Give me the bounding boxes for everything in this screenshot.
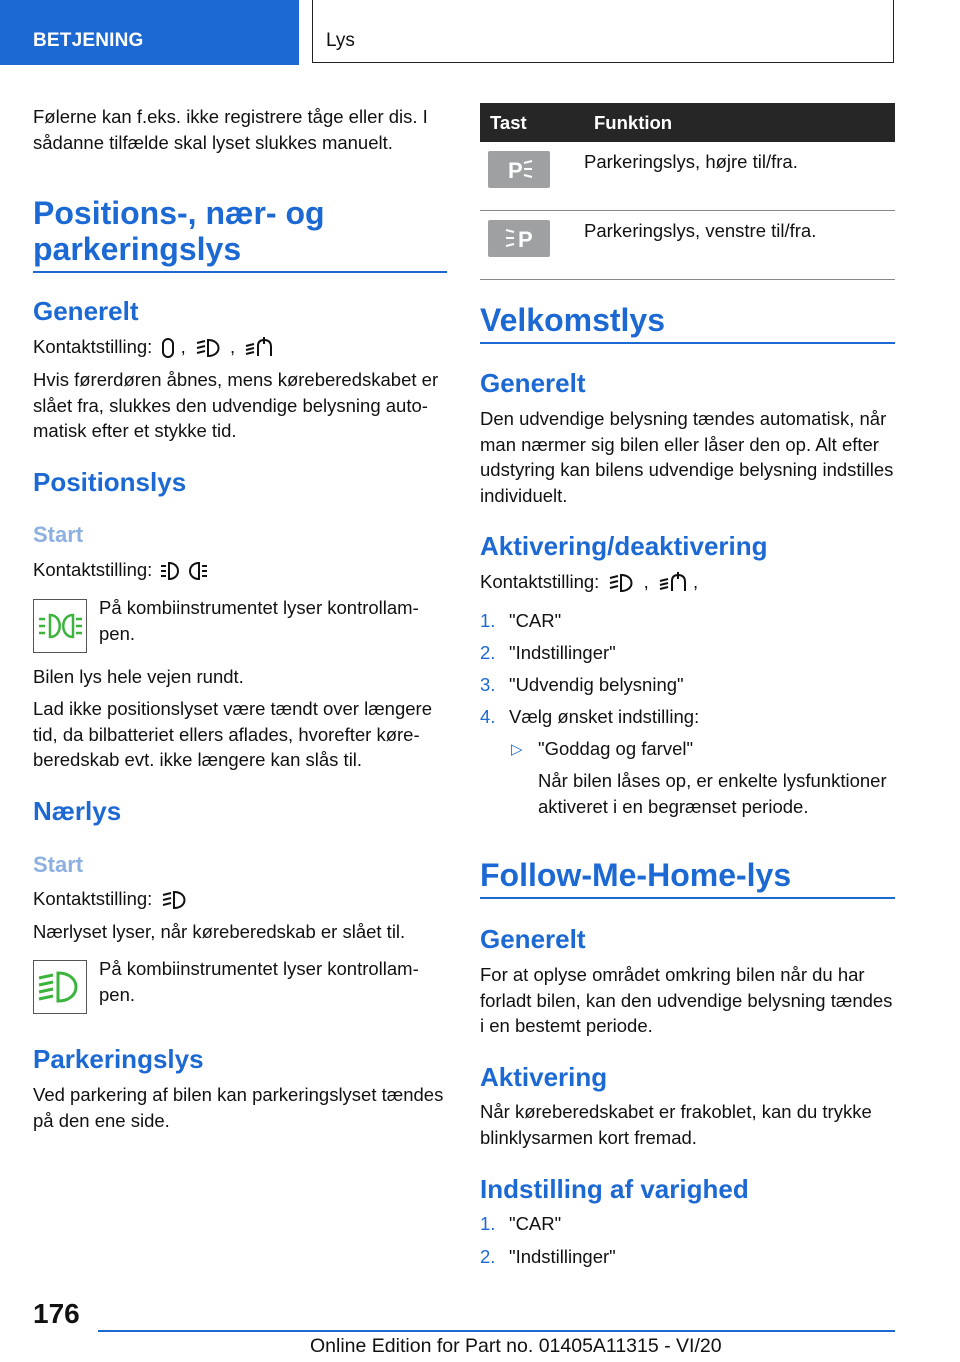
velkomstlys-title-rule — [480, 342, 895, 344]
kontaktstilling-row — [33, 334, 447, 360]
list-text: "Udvendig belysning" — [509, 674, 684, 695]
bullet-triangle-icon: ▷ — [511, 741, 523, 758]
list-text: "Indstillinger" — [509, 642, 616, 663]
table-header-row — [480, 103, 895, 142]
table-cell-function: Parkeringslys, højre til/fra. — [584, 142, 895, 211]
svg-text:P: P — [518, 227, 533, 252]
follow-me-home-title: Follow-Me-Home-lys — [480, 857, 792, 893]
positionslys-heading: Positionslys — [33, 467, 187, 497]
positionslys-start-heading: Start — [33, 522, 84, 547]
velkomstlys-title: Velkomstlys — [480, 302, 665, 338]
table-header-function: Funktion — [584, 103, 895, 142]
parking-light-right-icon — [488, 151, 550, 188]
drive-ready-icon — [244, 337, 274, 359]
table-row — [480, 211, 895, 280]
low-beam-icon — [195, 337, 225, 359]
list-text: "Indstillinger" — [509, 1246, 616, 1267]
generelt-text: Hvis førerdøren åbnes, mens køreberedskabet er slået fra, slukkes den udvendige belysning automatisk efter et stykke tid. — [33, 369, 439, 441]
bullet-text: Når bilen låses op, er enkelte lysfunktioner aktiveret i en begrænset periode. — [538, 770, 887, 817]
list-item — [480, 608, 561, 633]
positionslys-text-2: Lad ikke positionslyset være tændt over længere tid, da bilbatteriet ellers aflades, hvorefter køreberedskab evt. ikke længere kan slås til. — [33, 698, 432, 770]
table-cell-key — [480, 142, 584, 211]
parkeringslys-heading: Parkeringslys — [33, 1044, 204, 1074]
generelt-heading: Generelt — [33, 296, 139, 326]
standby-icon — [161, 337, 175, 359]
list-text: Vælg ønsket indstilling: — [509, 706, 700, 727]
follow-me-home-title-rule — [480, 897, 895, 899]
list-number: 2. — [480, 1246, 496, 1267]
parkeringslys-text: Ved parkering af bilen kan parkeringslyset tændes på den ene side. — [33, 1084, 444, 1131]
low-beam-icon — [608, 572, 638, 594]
parking-light-left-button[interactable] — [488, 220, 550, 257]
comma-separator: , — [693, 571, 699, 592]
low-beam-lamp-text: På kombiinstrumentet lyser kontrollampen. — [99, 958, 419, 1005]
fmh-text: For at oplyse området omkring bilen når du har forladt bilen, kan den udvendige belysning tændes i en bestemt periode. — [480, 964, 893, 1036]
low-beam-indicator-icon — [34, 961, 86, 1013]
footer-edition: Online Edition for Part no. 01405A11315 - VI/20 — [310, 1335, 722, 1357]
kontaktstilling-label: Kontaktstilling: — [33, 336, 153, 357]
parking-light-right-button[interactable] — [488, 151, 550, 188]
comma-separator: , — [180, 336, 186, 357]
list-number: 1. — [480, 1213, 496, 1234]
kontaktstilling-label: Kontaktstilling: — [480, 571, 600, 592]
naerlys-heading: Nærlys — [33, 796, 122, 826]
varighed-heading: Indstilling af varighed — [480, 1174, 749, 1204]
header-section-label: BETJENING — [33, 30, 144, 51]
table-cell-key — [480, 211, 584, 280]
parking-light-keys-table — [480, 103, 895, 280]
position-lamp-text: På kombiinstrumentet lyser kontrollampen. — [99, 597, 419, 644]
table-cell-function: Parkeringslys, venstre til/fra. — [584, 211, 895, 280]
list-item — [480, 672, 684, 697]
parking-light-left-icon — [488, 220, 550, 257]
position-light-icon — [161, 560, 209, 582]
drive-ready-icon — [658, 572, 688, 594]
list-item — [480, 640, 616, 665]
aktivering-heading: Aktivering — [480, 1062, 608, 1092]
naerlys-kontakt-row — [33, 886, 447, 912]
section-title-rule — [33, 271, 447, 273]
naerlys-text: Nærlyset lyser, når køreberedskab er slået til. — [33, 921, 406, 942]
list-number: 1. — [480, 610, 496, 631]
header-section-tab — [0, 0, 299, 65]
section-title-line-1: Positions-, nær- og — [33, 195, 325, 231]
section-title-line-2: parkeringslys — [33, 231, 242, 267]
position-indicator-lamp — [33, 599, 87, 653]
page-number: 176 — [33, 1298, 80, 1329]
low-beam-indicator-lamp — [33, 960, 87, 1014]
velkomst-text: Den udvendige belysning tændes automatisk, når man nærmer sig bilen eller låser den op. Alt efter udstyring kan bilens udvendige belysning indstilles individuelt. — [480, 408, 894, 506]
list-number: 2. — [480, 642, 496, 663]
positionslys-text-1: Bilen lys hele vejen rundt. — [33, 666, 244, 687]
svg-text:P: P — [508, 158, 523, 183]
list-text: "CAR" — [509, 610, 562, 631]
fmh-generelt-heading: Generelt — [480, 924, 586, 954]
velkomst-kontakt-row — [480, 569, 895, 595]
low-beam-icon — [161, 889, 191, 911]
kontaktstilling-label: Kontaktstilling: — [33, 559, 153, 580]
table-header-key: Tast — [480, 103, 584, 142]
positionslys-kontakt-row — [33, 557, 447, 583]
kontaktstilling-label: Kontaktstilling: — [33, 888, 153, 909]
bullet-title: "Goddag og farvel" — [538, 738, 694, 759]
header-chapter-box — [312, 0, 894, 63]
comma-separator: , — [643, 571, 649, 592]
list-number: 4. — [480, 706, 496, 727]
list-item — [480, 1244, 616, 1269]
velkomst-generelt-heading: Generelt — [480, 368, 586, 398]
table-row — [480, 142, 895, 211]
aktivering-text: Når køreberedskabet er frakoblet, kan du trykke blinklysarmen kort fremad. — [480, 1101, 872, 1148]
footer-rule — [98, 1330, 895, 1332]
aktivering-deaktivering-heading: Aktivering/deaktivering — [480, 531, 768, 561]
naerlys-start-heading: Start — [33, 852, 84, 877]
comma-separator: , — [230, 336, 236, 357]
list-item — [480, 1211, 561, 1236]
intro-text: Følerne kan f.eks. ikke registrere tåge eller dis. I sådanne tilfælde skal lyset slukkes manuelt. — [33, 106, 428, 153]
list-item — [480, 704, 699, 729]
list-number: 3. — [480, 674, 496, 695]
list-text: "CAR" — [509, 1213, 562, 1234]
header-chapter-label: Lys — [326, 30, 355, 51]
position-indicator-icon — [34, 600, 86, 652]
